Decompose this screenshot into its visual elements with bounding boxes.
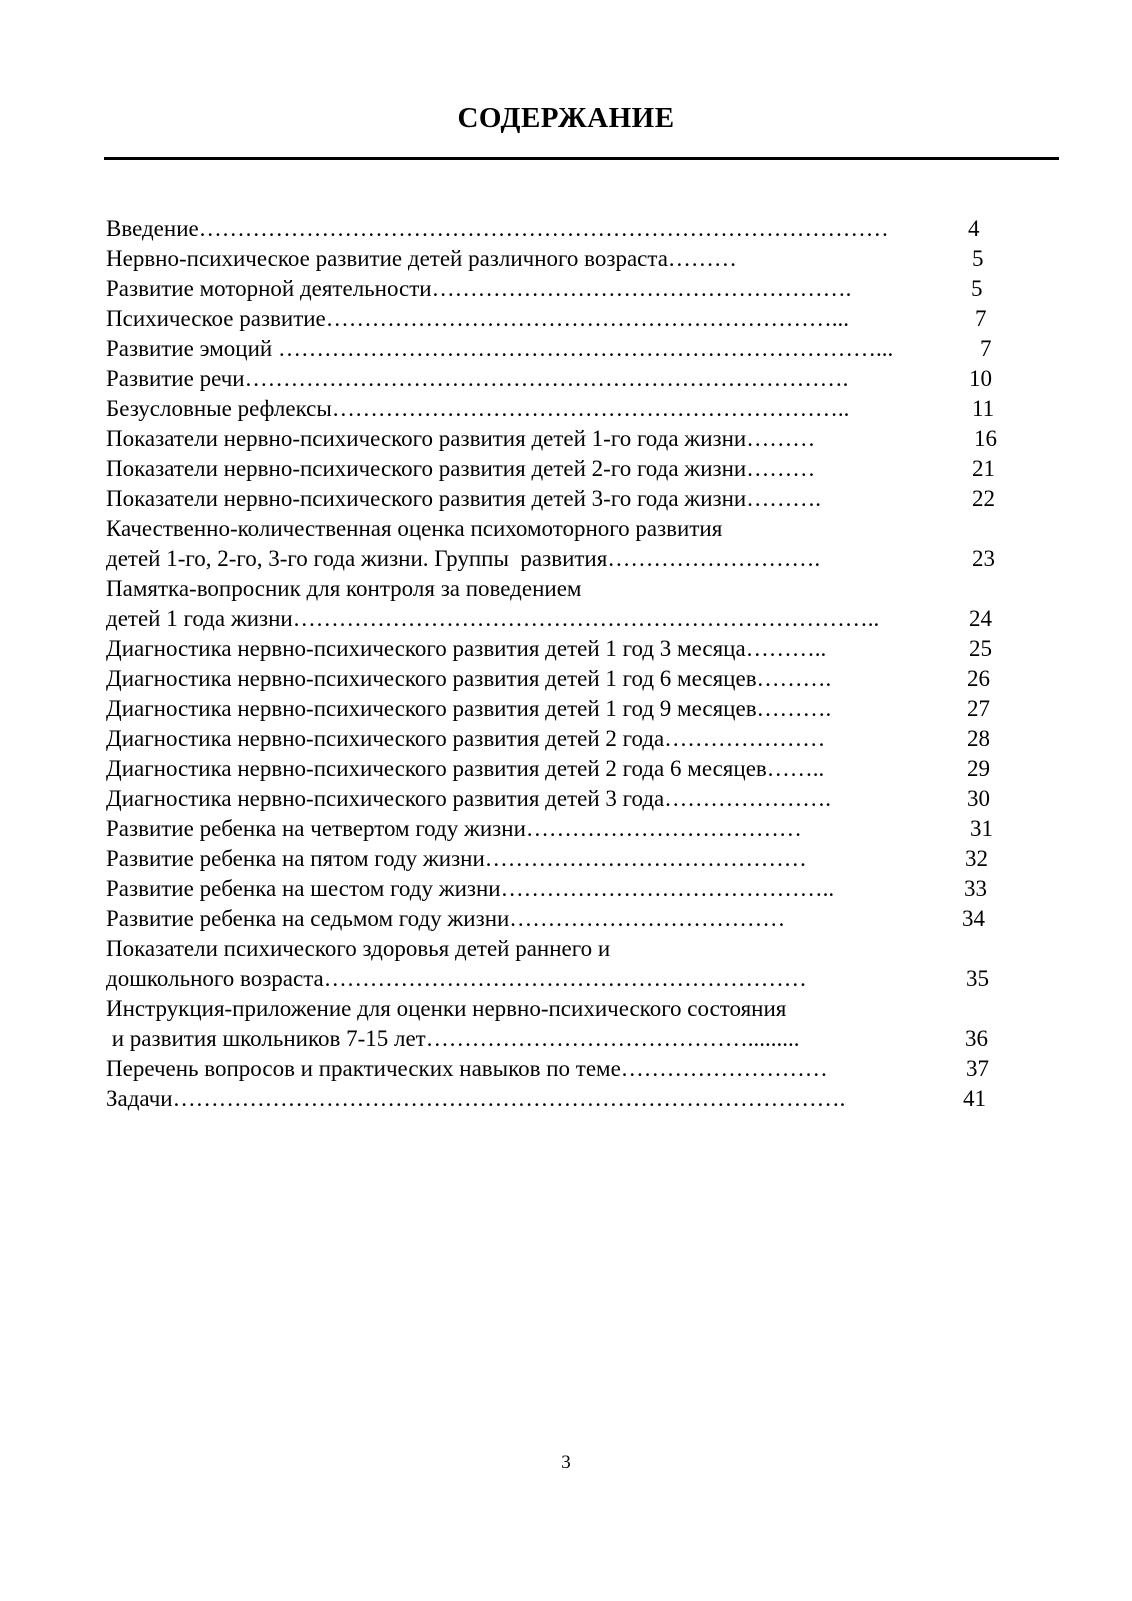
toc-entry-title: Инструкция-приложение для оценки нервно-психического состояния <box>106 996 787 1021</box>
toc-entry-title: Нервно-психическое развитие детей различного возраста……… <box>106 246 737 271</box>
toc-entry-page: 26 <box>967 666 990 691</box>
toc-entry[interactable] <box>106 424 1006 454</box>
toc-entry-title: Безусловные рефлексы………………………………………………………….. <box>106 396 850 421</box>
toc-entry-title: Показатели нервно-психического развития детей 3-го года жизни………. <box>106 486 821 511</box>
toc-entry-title: Показатели нервно-психического развития детей 2-го года жизни……… <box>106 456 816 481</box>
toc-entry-title: Диагностика нервно-психического развития детей 1 год 3 месяца……….. <box>106 636 827 661</box>
toc-entry-page: 30 <box>967 786 990 811</box>
toc-entry-title: Памятка-вопросник для контроля за поведением <box>106 576 582 601</box>
toc-entry-page: 28 <box>967 726 990 751</box>
toc-entry-page: 33 <box>964 876 987 901</box>
toc-entry-page: 35 <box>966 966 989 991</box>
toc-entry-title: Показатели нервно-психического развития детей 1-го года жизни……… <box>106 426 816 451</box>
toc-entry[interactable] <box>106 1024 1006 1054</box>
toc-entry-page: 37 <box>966 1056 989 1081</box>
toc-entry[interactable] <box>106 334 1006 364</box>
toc-entry[interactable] <box>106 844 1006 874</box>
toc-entry-page: 16 <box>974 426 997 451</box>
toc-entry-title: Диагностика нервно-психического развития детей 1 год 9 месяцев………. <box>106 696 832 721</box>
toc-entry-title: и развития школьников 7-15 лет……………………………………......... <box>106 1026 800 1051</box>
toc-entry[interactable] <box>106 1084 1006 1114</box>
toc-entry-page: 23 <box>972 546 995 571</box>
title-rule <box>104 157 1059 160</box>
toc-entry[interactable] <box>106 1054 1006 1084</box>
toc-entry-page: 36 <box>965 1026 988 1051</box>
toc-entry-title: Диагностика нервно-психического развития детей 3 года…………………. <box>106 786 832 811</box>
toc-entry-page: 7 <box>980 336 992 361</box>
toc-entry-title: Развитие ребенка на четвертом году жизни……………………………… <box>106 816 802 841</box>
toc-entry[interactable] <box>106 214 1006 244</box>
toc-entry[interactable] <box>106 544 1006 574</box>
toc-entry[interactable] <box>106 364 1006 394</box>
toc-entry-title: детей 1-го, 2-го, 3-го года жизни. Группы развития………………………. <box>106 546 821 571</box>
toc-entry-page: 5 <box>971 276 983 301</box>
toc-entry-page: 21 <box>972 456 995 481</box>
toc-entry-page: 4 <box>968 216 980 241</box>
toc-entry[interactable] <box>106 724 1006 754</box>
toc-entry[interactable] <box>106 514 1006 544</box>
toc-entry-page: 31 <box>970 816 993 841</box>
toc-entry-title: Психическое развитие…………………………………………………………... <box>106 306 850 331</box>
toc-entry[interactable] <box>106 664 1006 694</box>
toc-entry[interactable] <box>106 274 1006 304</box>
toc-entry-page: 11 <box>972 396 995 421</box>
toc-entry-title: Развитие ребенка на пятом году жизни…………………………………… <box>106 846 807 871</box>
toc-entry-title: Развитие ребенка на седьмом году жизни……………………………… <box>106 906 786 931</box>
toc-entry[interactable] <box>106 694 1006 724</box>
toc-entry[interactable] <box>106 604 1006 634</box>
toc-entry[interactable] <box>106 634 1006 664</box>
toc-entry-title: Развитие эмоций ……………………………………………………………………... <box>106 336 894 361</box>
toc-entry-page: 24 <box>969 606 992 631</box>
page-title: СОДЕРЖАНИЕ <box>457 102 675 134</box>
toc-entry-page: 25 <box>969 636 992 661</box>
toc-entry[interactable] <box>106 394 1006 424</box>
toc-entry-title: Диагностика нервно-психического развития детей 2 года………………… <box>106 726 826 751</box>
toc-entry[interactable] <box>106 874 1006 904</box>
toc-entry-title: Развитие речи……………………………………………………………………. <box>106 366 849 391</box>
toc-entry[interactable] <box>106 904 1006 934</box>
toc-entry-page: 22 <box>972 486 995 511</box>
toc-entry-title: Задачи……………………………………………………………………………. <box>106 1086 846 1111</box>
toc-entry-page: 29 <box>967 756 990 781</box>
toc-entry[interactable] <box>106 754 1006 784</box>
toc-entry[interactable] <box>106 964 1006 994</box>
toc-entry-page: 27 <box>967 696 990 721</box>
toc-entry-title: Показатели психического здоровья детей раннего и <box>106 936 611 961</box>
toc-entry-title: дошкольного возраста……………………………………………………… <box>106 966 807 991</box>
page-number: 3 <box>561 1452 571 1473</box>
toc-entry[interactable] <box>106 574 1006 604</box>
toc-entry-title: Диагностика нервно-психического развития детей 1 год 6 месяцев………. <box>106 666 832 691</box>
toc-entry[interactable] <box>106 934 1006 964</box>
toc-entry[interactable] <box>106 244 1006 274</box>
toc-entry-page: 5 <box>972 246 984 271</box>
toc-entry-title: Диагностика нервно-психического развития детей 2 года 6 месяцев…….. <box>106 756 825 781</box>
toc-entry-page: 41 <box>963 1086 986 1111</box>
toc-entry[interactable] <box>106 454 1006 484</box>
toc-entry-title: Введение……………………………………………………………………………… <box>106 216 889 241</box>
toc-entry-page: 32 <box>965 846 988 871</box>
table-of-contents <box>106 214 1006 1114</box>
toc-entry[interactable] <box>106 814 1006 844</box>
toc-entry-title: Перечень вопросов и практических навыков по теме……………………… <box>106 1056 828 1081</box>
toc-entry-title: детей 1 года жизни………………………………………………………………….. <box>106 606 880 631</box>
toc-entry[interactable] <box>106 784 1006 814</box>
toc-entry[interactable] <box>106 304 1006 334</box>
toc-entry-page: 34 <box>962 906 985 931</box>
toc-entry-page: 7 <box>975 306 987 331</box>
toc-entry-title: Развитие ребенка на шестом году жизни…………………………………….. <box>106 876 835 901</box>
toc-entry[interactable] <box>106 994 1006 1024</box>
toc-entry-title: Качественно-количественная оценка психомоторного развития <box>106 516 723 541</box>
toc-entry-page: 10 <box>969 366 992 391</box>
toc-entry-title: Развитие моторной деятельности………………………………………………. <box>106 276 852 301</box>
toc-entry[interactable] <box>106 484 1006 514</box>
